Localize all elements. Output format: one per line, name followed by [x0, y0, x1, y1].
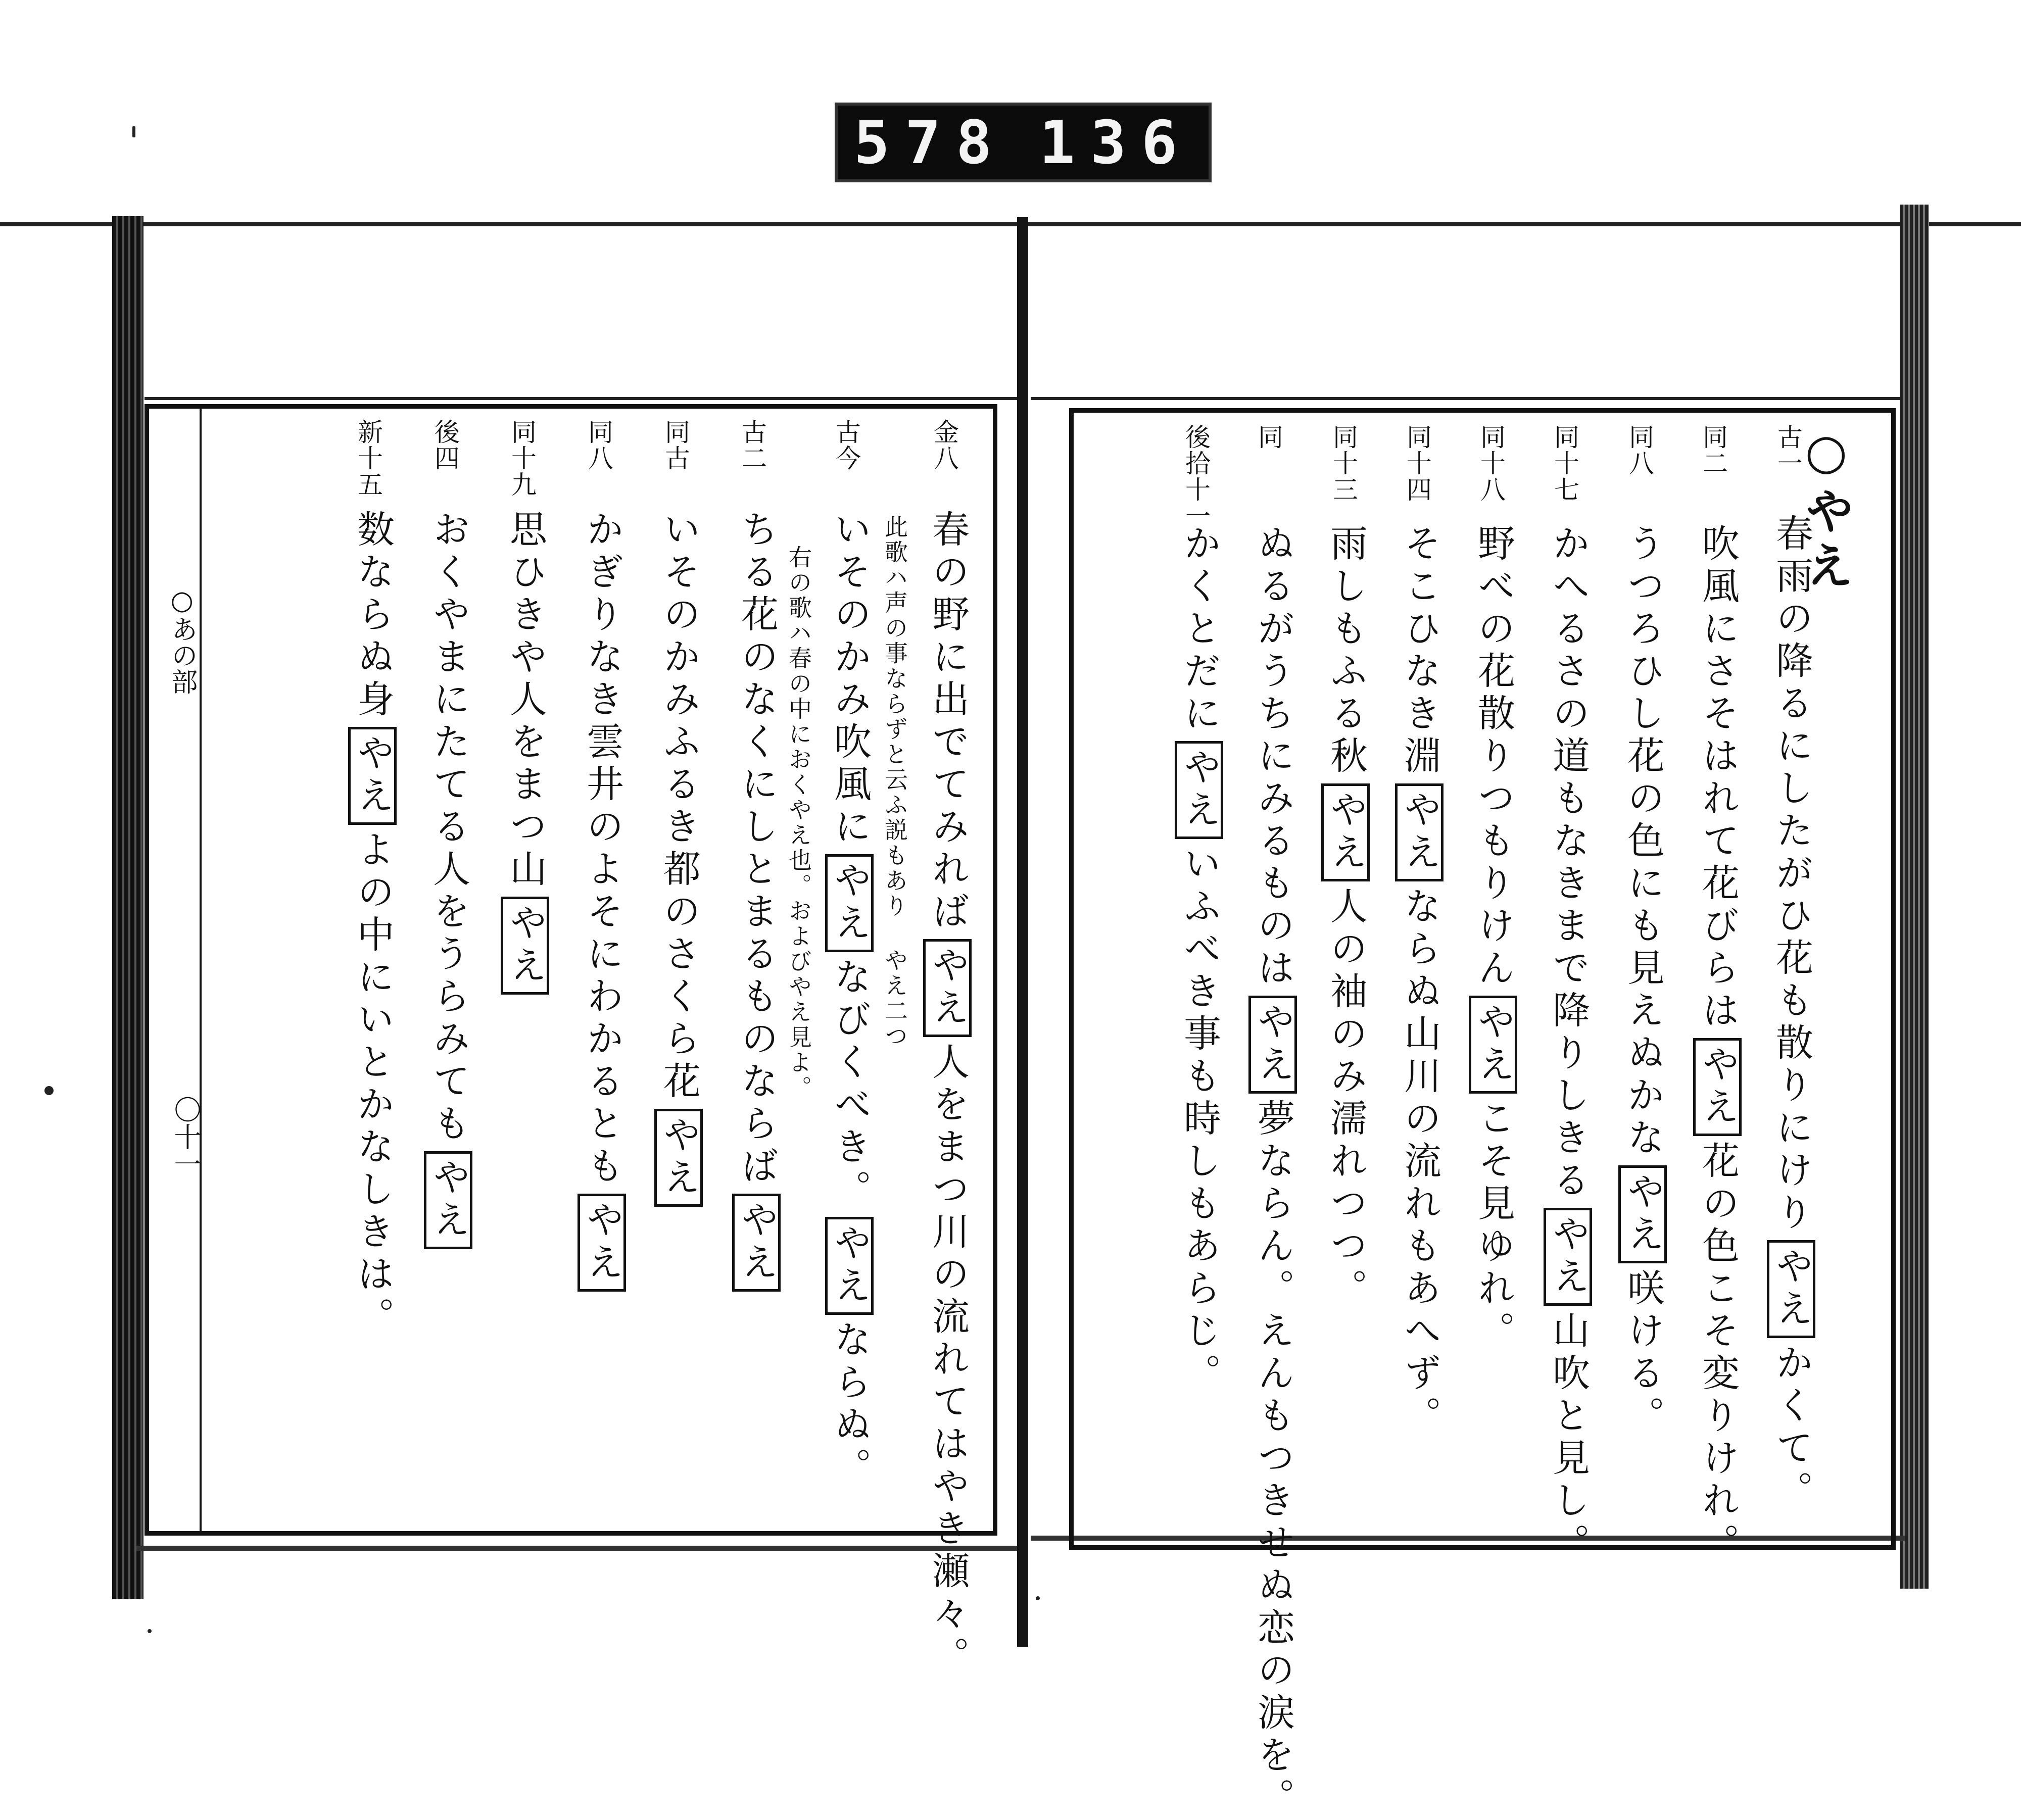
- left-page-edge: [112, 216, 143, 1599]
- scan-speck: [148, 1629, 152, 1633]
- date-label: 同八: [1625, 424, 1654, 476]
- text-column: 思ひきや人をまつ山やえ: [501, 510, 549, 1000]
- date-label: 同十八: [1476, 424, 1506, 503]
- entry-heading: ○やえ: [1798, 423, 1855, 595]
- annotation-column: 此歌ハ声の事ならずと云ふ説もあり やえ二つ: [881, 515, 908, 1049]
- boxed-term: やえ: [825, 854, 874, 952]
- text-column: そこひなき淵やえならぬ山川の流れもあへず。: [1395, 524, 1443, 1438]
- page-number: 〇十一: [170, 1096, 202, 1177]
- annotation-column: 右の歌ハ春の中におくやえ也。およびやえ見よ。: [785, 545, 812, 1101]
- boxed-term: やえ: [348, 727, 397, 825]
- top-rule: [0, 222, 2021, 226]
- text-column: ぬるがうちにみるものはやえ夢ならん。えんもつきせぬ恋の涙を。: [1248, 524, 1297, 1820]
- date-label: 後四: [430, 419, 460, 471]
- text-column: 雨しもふる秋やえ人の袖のみ濡れつつ。: [1321, 524, 1370, 1311]
- date-label: 同八: [584, 419, 613, 471]
- boxed-term: やえ: [1175, 741, 1223, 839]
- boxed-term: やえ: [1395, 783, 1443, 881]
- date-label: 同二: [1699, 424, 1728, 476]
- book-spine: [1017, 217, 1028, 1647]
- text-column: かへるさの道もなきまで降りしきるやえ山吹と見し。: [1544, 524, 1592, 1565]
- scan-speck: [1036, 1596, 1040, 1600]
- boxed-term: やえ: [1469, 996, 1517, 1094]
- boxed-term: やえ: [1544, 1208, 1592, 1306]
- date-label: 同十四: [1403, 424, 1432, 503]
- accession-right: 136: [1039, 108, 1193, 177]
- left-page-frame: [145, 404, 997, 1679]
- date-label: 同十三: [1329, 424, 1358, 503]
- text-column: 春の野に出でてみればやえ人をまつ川の流れてはやき瀬々。: [923, 510, 972, 1679]
- date-label: 同古: [661, 419, 690, 471]
- text-column: 数ならぬ身やえよの中にいとかなしきは。: [348, 510, 397, 1339]
- boxed-term: やえ: [654, 1109, 703, 1207]
- text-column: かぎりなき雲井のよそにわかるともやえ: [578, 510, 626, 1297]
- boxed-term: やえ: [732, 1194, 781, 1292]
- date-label: 古今: [832, 419, 861, 471]
- date-label: 金八: [930, 419, 959, 471]
- text-column: 春雨の降るにしたがひ花も散りにけりやえかくて。: [1767, 514, 1815, 1513]
- date-label: 同十七: [1550, 424, 1579, 503]
- boxed-term: やえ: [424, 1151, 472, 1249]
- boxed-term: やえ: [578, 1194, 626, 1292]
- date-label: 同: [1254, 424, 1283, 450]
- text-column: おくやまにたてる人をうらみてもやえ: [424, 510, 472, 1254]
- date-label: 新十五: [354, 419, 383, 498]
- text-column: 吹風にさそはれて花びらはやえ花の色こそ変りけれ。: [1693, 524, 1742, 1565]
- text-column: 野べの花散りつもりけんやえこそ見ゆれ。: [1469, 524, 1517, 1353]
- right-page-top-rule: [1031, 397, 1900, 400]
- date-label: 古一: [1773, 424, 1803, 476]
- text-column: いそのかみふるき都のさくら花やえ: [654, 510, 703, 1212]
- date-label: 同十九: [507, 419, 537, 498]
- boxed-term: やえ: [1693, 1038, 1742, 1136]
- boxed-term: やえ: [501, 897, 549, 995]
- text-column: いそのかみ吹風にやえなびくべき。やえならぬ。: [825, 510, 874, 1490]
- margin-rule: [200, 409, 202, 1531]
- date-label: 後拾十一: [1181, 424, 1211, 529]
- scan-speck: [44, 1086, 54, 1095]
- boxed-term: やえ: [825, 1217, 874, 1315]
- right-page-frame: [1069, 408, 1896, 1820]
- left-page-top-rule: [145, 397, 1019, 400]
- accession-left: 578: [853, 108, 1007, 177]
- boxed-term: やえ: [923, 939, 972, 1037]
- text-column: うつろひし花の色にも見えぬかなやえ咲ける。: [1618, 524, 1667, 1438]
- right-page-edge: [1900, 205, 1929, 1589]
- running-head: ○あの部: [167, 585, 197, 695]
- text-column: ちる花のなくにしとまるものならばやえ: [732, 510, 781, 1297]
- date-label: 古二: [738, 419, 767, 471]
- boxed-term: やえ: [1248, 996, 1297, 1094]
- boxed-term: やえ: [1767, 1240, 1815, 1338]
- scan-speck: [132, 126, 135, 137]
- boxed-term: やえ: [1321, 783, 1370, 881]
- boxed-term: やえ: [1618, 1165, 1667, 1263]
- text-column: かくとだにやえいふべき事も時しもあらじ。: [1175, 524, 1223, 1396]
- left-page-bottom-rule: [136, 1546, 1021, 1551]
- accession-label: [835, 103, 1212, 182]
